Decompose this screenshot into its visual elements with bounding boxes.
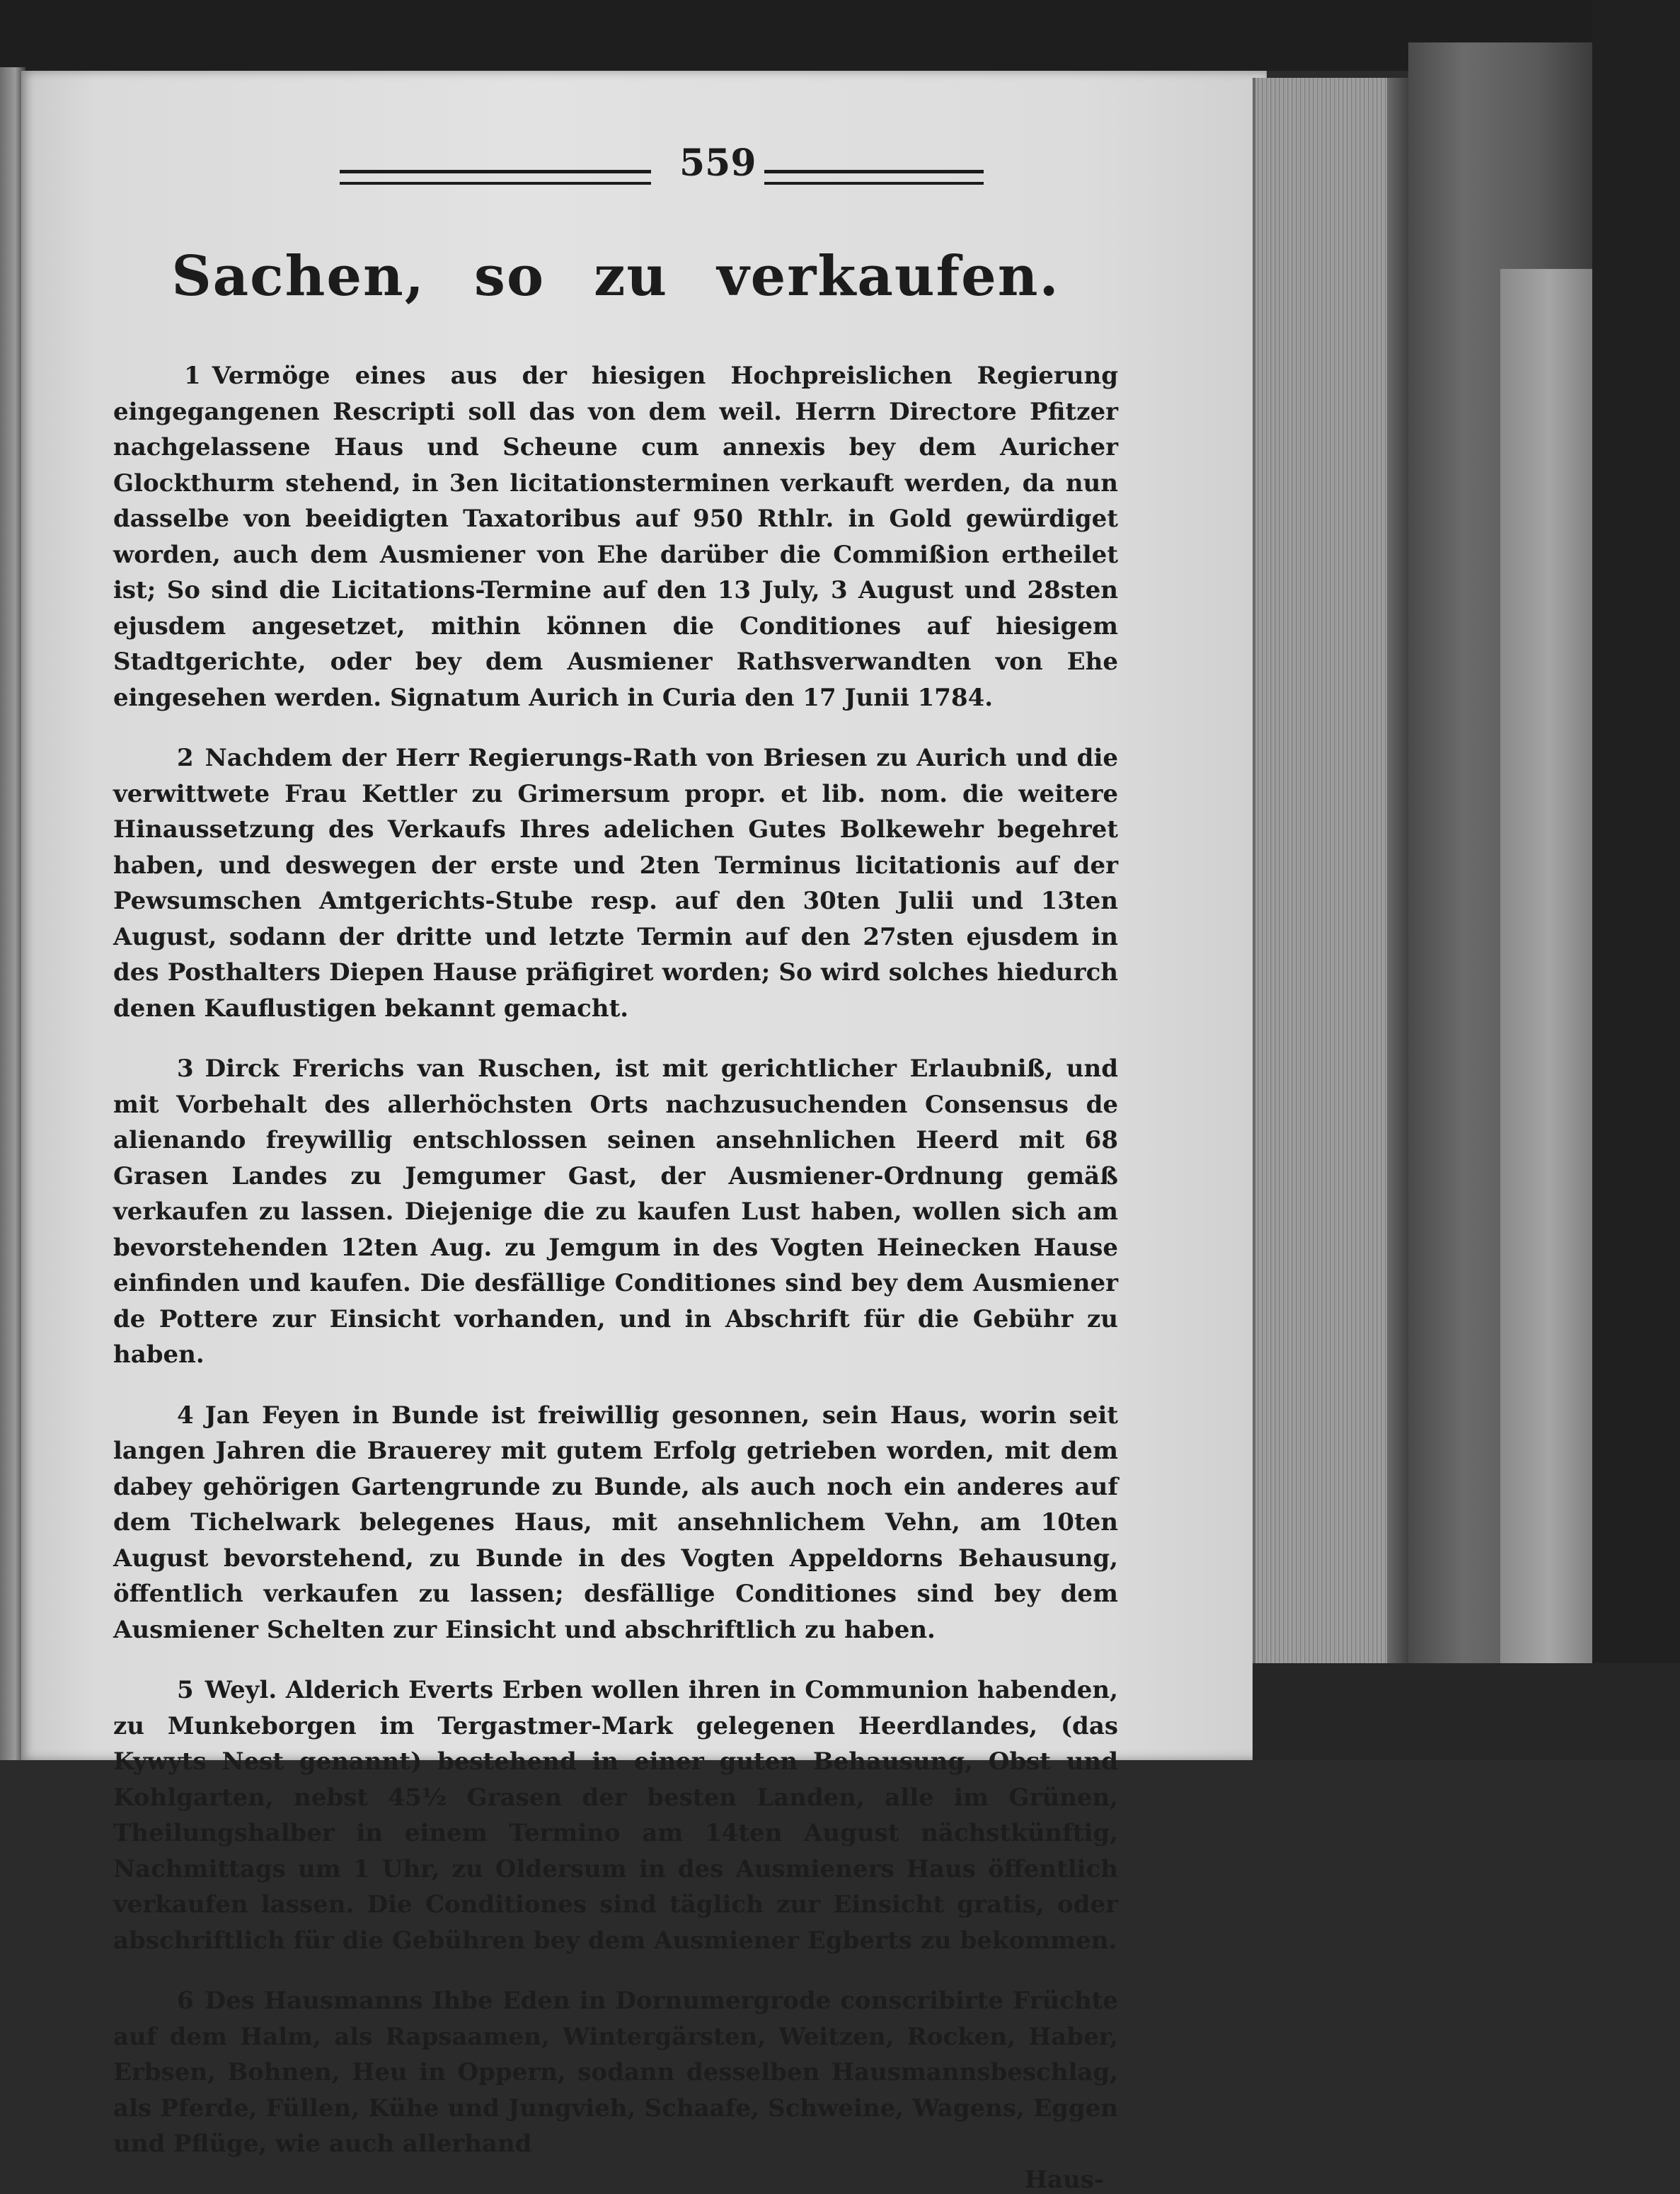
- backdrop-bottom: [1253, 1663, 1680, 1760]
- section-title: Sachen, so zu verkaufen.: [171, 244, 1060, 309]
- page-content: [113, 142, 1118, 2194]
- entry-text: Des Hausmanns Ihbe Eden in Dornumergrode conscribirte Früchte auf dem Halm, als Rapsaamen, Wintergärsten, Weitzen, Rocken, Haber, Erbsen, Bohnen, Heu in Oppern, sodann desselben Hausmannsbeschlag, als Pferde, Füllen, Kühe und Jungvieh, Schaafe, Schweine, Wagens, Eggen und Pflüge, wie auch allerhand: [113, 1987, 1118, 2158]
- entry-text: Jan Feyen in Bunde ist freiwillig gesonnen, sein Haus, worin seit langen Jahren die Brauerey mit gutem Erfolg getrieben worden, mit dem dabey gehörigen Gartengrunde zu Bunde, als auch noch ein anderes auf dem Tichelwark belegenes Haus, mit ansehnlichem Vehn, am 10ten August bevorstehend, zu Bunde in des Vogten Appeldorns Behausung, öffentlich verkaufen zu lassen; desfällige Conditiones sind bey dem Ausmiener Schelten zur Einsicht und abschriftlich zu haben.: [113, 1401, 1118, 1644]
- entry-4: [113, 1398, 1118, 1648]
- header-rule-left: [340, 170, 651, 185]
- backdrop-right: [1592, 0, 1680, 1760]
- entry-6: [113, 1983, 1118, 2162]
- entry-1: [113, 358, 1118, 716]
- entry-number: 4: [177, 1401, 194, 1430]
- book-cover-board: [1500, 269, 1599, 1684]
- entry-5: [113, 1672, 1118, 1958]
- header-rule-right: [764, 170, 984, 185]
- entry-text: Nachdem der Herr Regierungs-Rath von Briesen zu Aurich und die verwittwete Frau Kettler zu Grimersum propr. et lib. nom. die weitere Hinaussetzung des Verkaufs Ihres adelichen Gutes Bolkewehr begehret haben, und deswegen der erste und 2ten Terminus licitationis auf der Pewsumschen Amtgerichts-Stube resp. auf den 30ten Julii und 13ten August, sodann der dritte und letzte Termin auf den 27sten ejusdem in des Posthalters Diepen Hause präfigiret worden; So wird solches hiedurch denen Kauflustigen bekannt gemacht.: [113, 744, 1118, 1023]
- entry-number: 5: [177, 1676, 194, 1704]
- entry-number: 1: [184, 362, 201, 390]
- entry-text: Vermöge eines aus der hiesigen Hochpreislichen Regierung eingegangenen Rescripti soll das von dem weil. Herrn Directore Pfitzer nachgelassene Haus und Scheune cum annexis bey dem Auricher Glockthurm stehend, in 3en licitationsterminen verkauft werden, da nun dasselbe von beeidigten Taxatoribus auf 950 Rthlr. in Gold gewürdiget worden, auch dem Ausmiener von Ehe darüber die Commißion ertheilet ist; So sind die Licitations-Termine auf den 13 July, 3 August und 28sten ejusdem angesetzet, mithin können die Conditiones auf hiesigem Stadtgerichte, oder bey dem Ausmiener Rathsverwandten von Ehe eingesehen werden. Signatum Aurich in Curia den 17 Junii 1784.: [113, 362, 1118, 712]
- entry-number: 3: [177, 1055, 194, 1083]
- entry-number: 6: [177, 1987, 194, 2015]
- entry-3: [113, 1051, 1118, 1373]
- running-header: [113, 142, 1118, 205]
- page-number: 559: [679, 142, 756, 185]
- entry-text: Weyl. Alderich Everts Erben wollen ihren in Communion habenden, zu Munkeborgen im Tergastmer-Mark gelegenen Heerdlandes, (das Kywyts Nest genannt) bestehend in einer guten Behausung, Obst und Kohlgarten, nebst 45½ Grasen der besten Landen, alle im Grünen, Theilungshalber in einem Termino am 14ten August nächstkünftig, Nachmittags um 1 Uhr, zu Oldersum in des Ausmieners Haus öffentlich verkaufen lassen. Die Conditiones sind täglich zur Einsicht gratis, oder abschriftlich für die Gebühren bey dem Ausmiener Egberts zu bekommen.: [113, 1676, 1118, 1955]
- entry-text: Dirck Frerichs van Ruschen, ist mit gerichtlicher Erlaubniß, und mit Vorbehalt des allerhöchsten Orts nachzusuchenden Consensus de alienando freywillig entschlossen seinen ansehnlichen Heerd mit 68 Grasen Landes zu Jemgumer Gast, der Ausmiener-Ordnung gemäß verkaufen zu lassen. Diejenige die zu kaufen Lust haben, wollen sich am bevorstehenden 12ten Aug. zu Jemgum in des Vogten Heinecken Hause einfinden und kaufen. Die desfällige Conditiones sind bey dem Ausmiener de Pottere zur Einsicht vorhanden, und in Abschrift für die Gebühr zu haben.: [113, 1055, 1118, 1369]
- page-fore-edge: [1253, 78, 1404, 1663]
- page-fore-edge-shadow: [1387, 78, 1410, 1663]
- entry-number: 2: [177, 744, 194, 772]
- entry-2: [113, 740, 1118, 1026]
- catchword: Haus-: [1024, 2165, 1104, 2194]
